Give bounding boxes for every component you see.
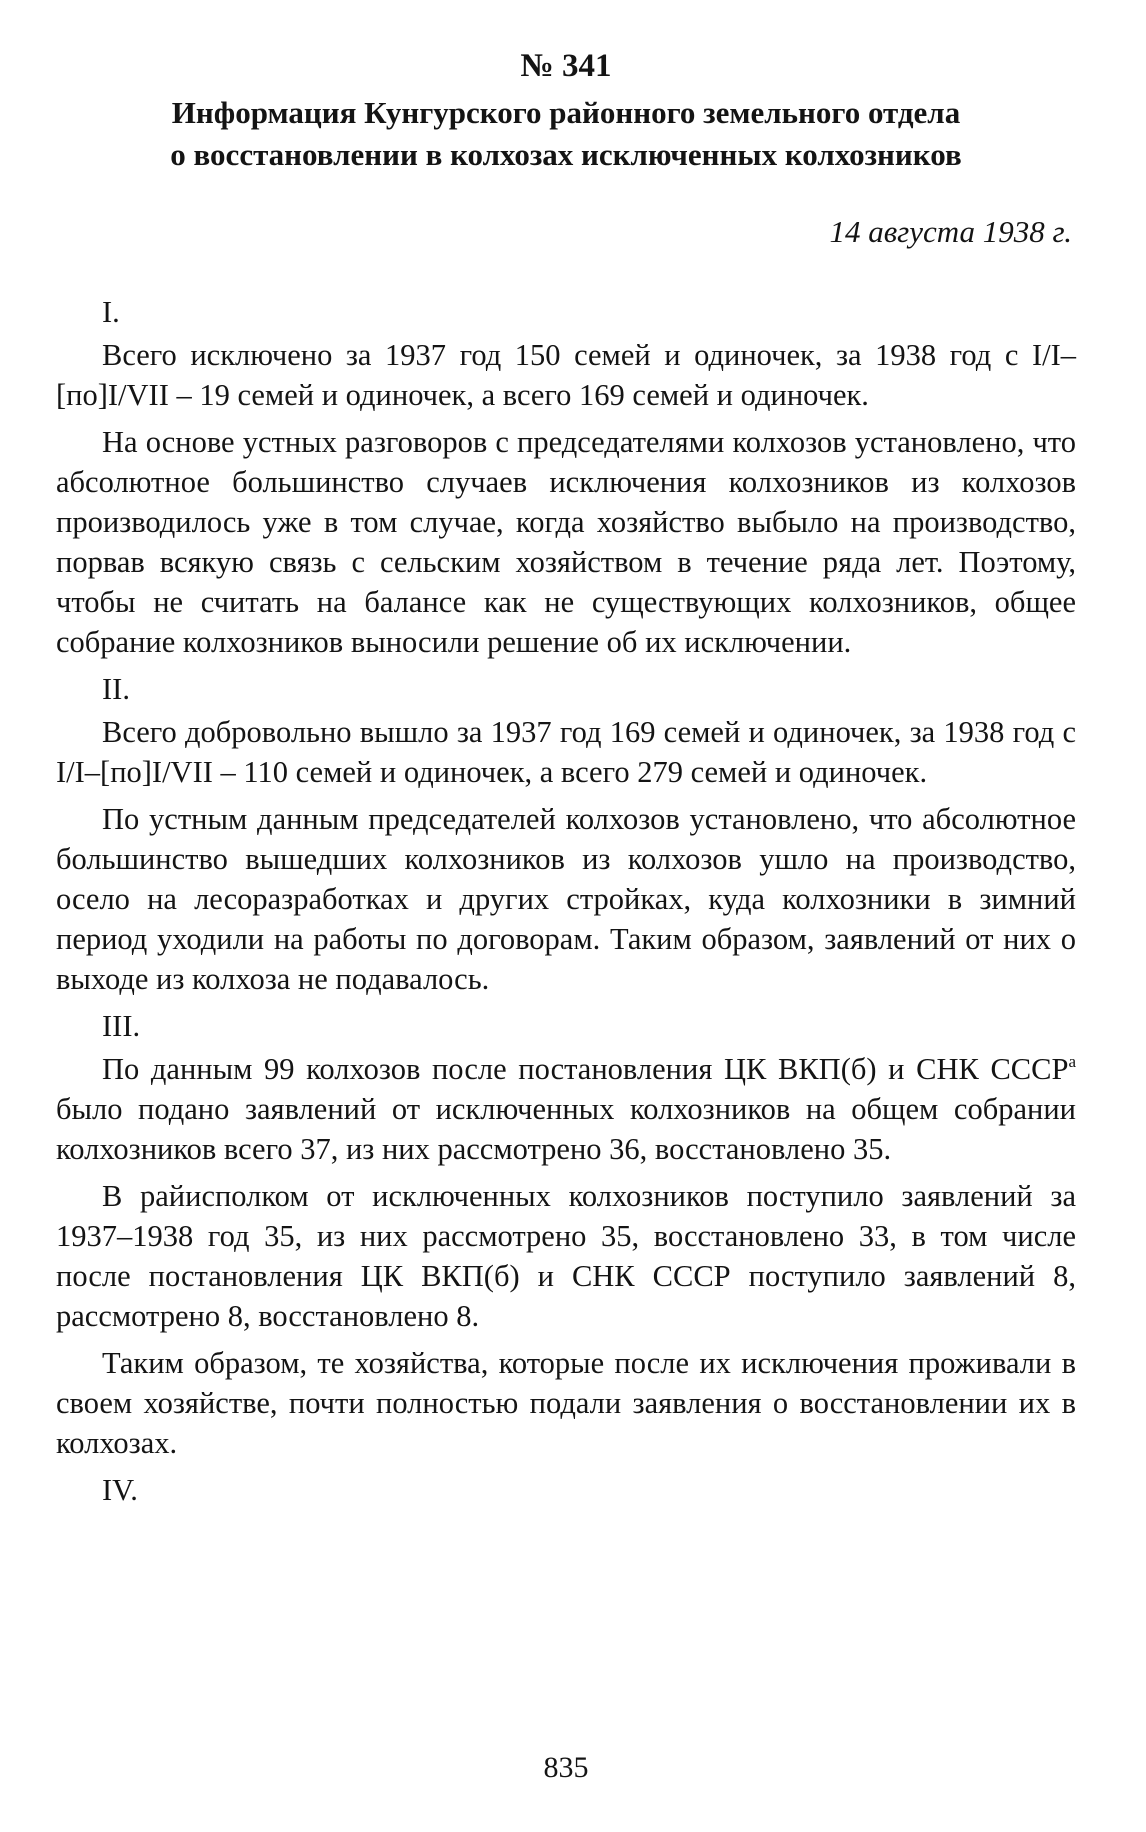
paragraph: В райисполком от исключенных колхозников поступило заявлений за 1937–1938 год 35, из них рассмотрено 35, восстановлено 33, в том числе после постановления ЦК ВКП(б) и СНК СССР поступило заявлений 8, рассмотрено 8, восстановлено 8. (56, 1179, 1076, 1333)
paragraph-text: По данным 99 колхозов после постановления ЦК ВКП(б) и СНК СССР (102, 1052, 1069, 1086)
section-heading: II. (102, 672, 130, 706)
paragraph-text: было подано заявлений от исключенных колхозников на общем собрании колхозников всего 37, из них рассмотрено 36, восстановлено 35. (56, 1092, 1076, 1166)
paragraph: Всего добровольно вышло за 1937 год 169 семей и одиночек, за 1938 год с I/I–[по]I/VII – 110 семей и одиночек, а всего 279 семей и одиночек. (56, 715, 1076, 789)
document-title-line: о восстановлении в колхозах исключенных колхозников (170, 137, 962, 172)
paragraph: Всего исключено за 1937 год 150 семей и одиночек, за 1938 год с I/I–[по]I/VII – 19 семей и одиночек, а всего 169 семей и одиночек. (56, 338, 1076, 412)
page-number: 835 (543, 1751, 589, 1784)
document-body (56, 292, 1076, 1513)
document-title-line: Информация Кунгурского районного земельного отдела (171, 95, 961, 130)
document-title (56, 92, 1076, 176)
paragraph: Таким образом, те хозяйства, которые после их исключения проживали в своем хозяйстве, почти полностью подали заявления о восстановлении их в колхозах. (56, 1346, 1076, 1460)
section-heading: IV. (102, 1473, 138, 1507)
paragraph (56, 1049, 1076, 1169)
footnote-marker: а (1068, 1052, 1076, 1071)
paragraph: По устным данным председателей колхозов установлено, что абсолютное большинство вышедших колхозников из колхозов ушло на производство, осело на лесоразработках и других стройках, куда колхозники в зимний период уходили на работы по договорам. Таким образом, заявлений от них о выходе из колхоза не подавалось. (56, 802, 1076, 996)
section-heading: III. (102, 1009, 141, 1043)
section-heading: I. (102, 295, 120, 329)
paragraph: На основе устных разговоров с председателями колхозов установлено, что абсолютное большинство случаев исключения колхозников из колхозов производилось уже в том случае, когда хозяйство выбыло на производство, порвав всякую связь с сельским хозяйством в течение ряда лет. Поэтому, чтобы не считать на балансе как не существующих колхозников, общее собрание колхозников выносили решение об их исключении. (56, 425, 1076, 659)
document-number: № 341 (520, 48, 612, 84)
document-date: 14 августа 1938 г. (829, 214, 1072, 249)
